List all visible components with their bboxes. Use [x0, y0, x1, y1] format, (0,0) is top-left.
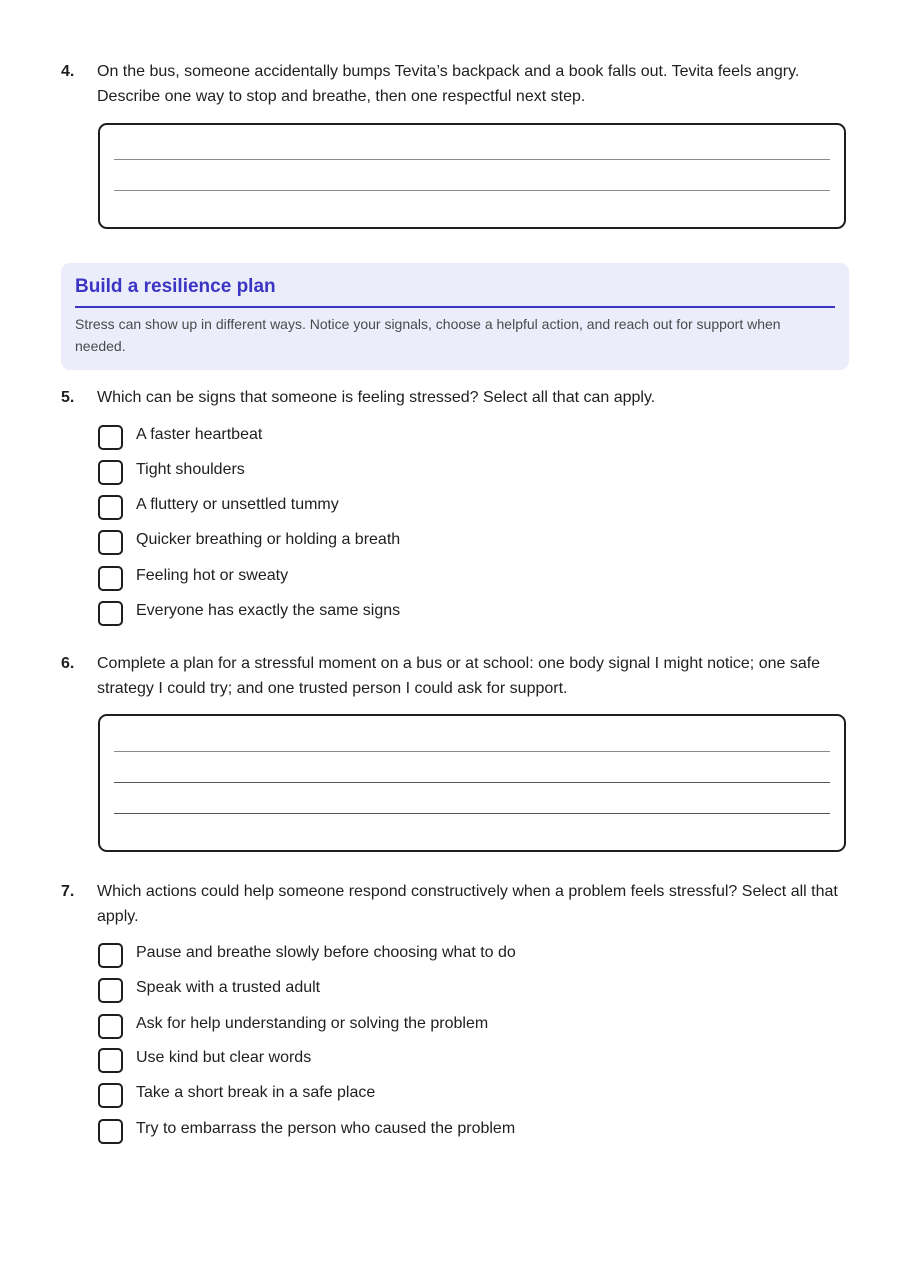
callout-divider — [75, 306, 835, 308]
checkbox-option[interactable] — [97, 530, 797, 558]
checkbox[interactable] — [98, 566, 123, 591]
checkbox-option[interactable] — [97, 943, 797, 971]
checkbox[interactable] — [98, 943, 123, 968]
checkbox[interactable] — [98, 978, 123, 1003]
question-text: Which actions could help someone respond constructively when a problem feels stressful? Select all that apply. — [97, 883, 838, 925]
question-text: Complete a plan for a stressful moment on a bus or at school: one body signal I might notice; one safe strategy I could try; and one trusted person I could ask for support. — [97, 655, 821, 697]
checkbox-option[interactable] — [97, 978, 797, 1006]
checkbox-option[interactable] — [97, 1083, 797, 1111]
resilience-callout — [61, 263, 849, 370]
callout-title: Build a resilience plan — [75, 276, 276, 297]
option-label: Ask for help understanding or solving the problem — [136, 1015, 489, 1032]
checkbox[interactable] — [98, 495, 123, 520]
option-label: Take a short break in a safe place — [136, 1084, 376, 1101]
callout-text: Stress can show up in different ways. Notice your signals, choose a helpful action, and reach out for support when needed. — [75, 316, 781, 354]
answer-line — [114, 782, 830, 783]
checkbox-option[interactable] — [97, 460, 797, 488]
answer-line — [114, 813, 830, 814]
checkbox[interactable] — [98, 460, 123, 485]
option-label: Everyone has exactly the same signs — [136, 602, 401, 619]
question-text: Which can be signs that someone is feeling stressed? Select all that can apply. — [97, 389, 656, 406]
option-label: Try to embarrass the person who caused the problem — [136, 1120, 516, 1137]
checkbox[interactable] — [98, 1014, 123, 1039]
question-number: 6. — [61, 655, 75, 672]
option-label: A faster heartbeat — [136, 426, 263, 443]
checkbox-option[interactable] — [97, 1119, 797, 1147]
checkbox-option[interactable] — [97, 566, 797, 594]
answer-line — [114, 159, 830, 160]
question-number: 4. — [61, 63, 75, 80]
answer-line — [114, 190, 830, 191]
option-label: A fluttery or unsettled tummy — [136, 496, 339, 513]
option-label: Speak with a trusted adult — [136, 979, 321, 996]
checkbox[interactable] — [98, 1048, 123, 1073]
checkbox[interactable] — [98, 425, 123, 450]
checkbox-option[interactable] — [97, 495, 797, 523]
checkbox-option[interactable] — [97, 601, 797, 629]
checkbox-option[interactable] — [97, 1048, 797, 1076]
answer-box-q6[interactable] — [98, 714, 846, 852]
checkbox[interactable] — [98, 1119, 123, 1144]
option-label: Pause and breathe slowly before choosing what to do — [136, 944, 516, 961]
question-text: On the bus, someone accidentally bumps Tevita’s backpack and a book falls out. Tevita feels angry. Describe one way to stop and breathe, then one respectful next step. — [97, 63, 800, 105]
checkbox-option[interactable] — [97, 1014, 797, 1042]
question-number: 5. — [61, 389, 75, 406]
checkbox[interactable] — [98, 601, 123, 626]
question-number: 7. — [61, 883, 75, 900]
option-label: Tight shoulders — [136, 461, 245, 478]
option-label: Feeling hot or sweaty — [136, 567, 289, 584]
answer-box-q4[interactable] — [98, 123, 846, 229]
option-label: Quicker breathing or holding a breath — [136, 531, 401, 548]
checkbox[interactable] — [98, 1083, 123, 1108]
checkbox-option[interactable] — [97, 425, 797, 453]
option-label: Use kind but clear words — [136, 1049, 312, 1066]
answer-line — [114, 751, 830, 752]
checkbox[interactable] — [98, 530, 123, 555]
